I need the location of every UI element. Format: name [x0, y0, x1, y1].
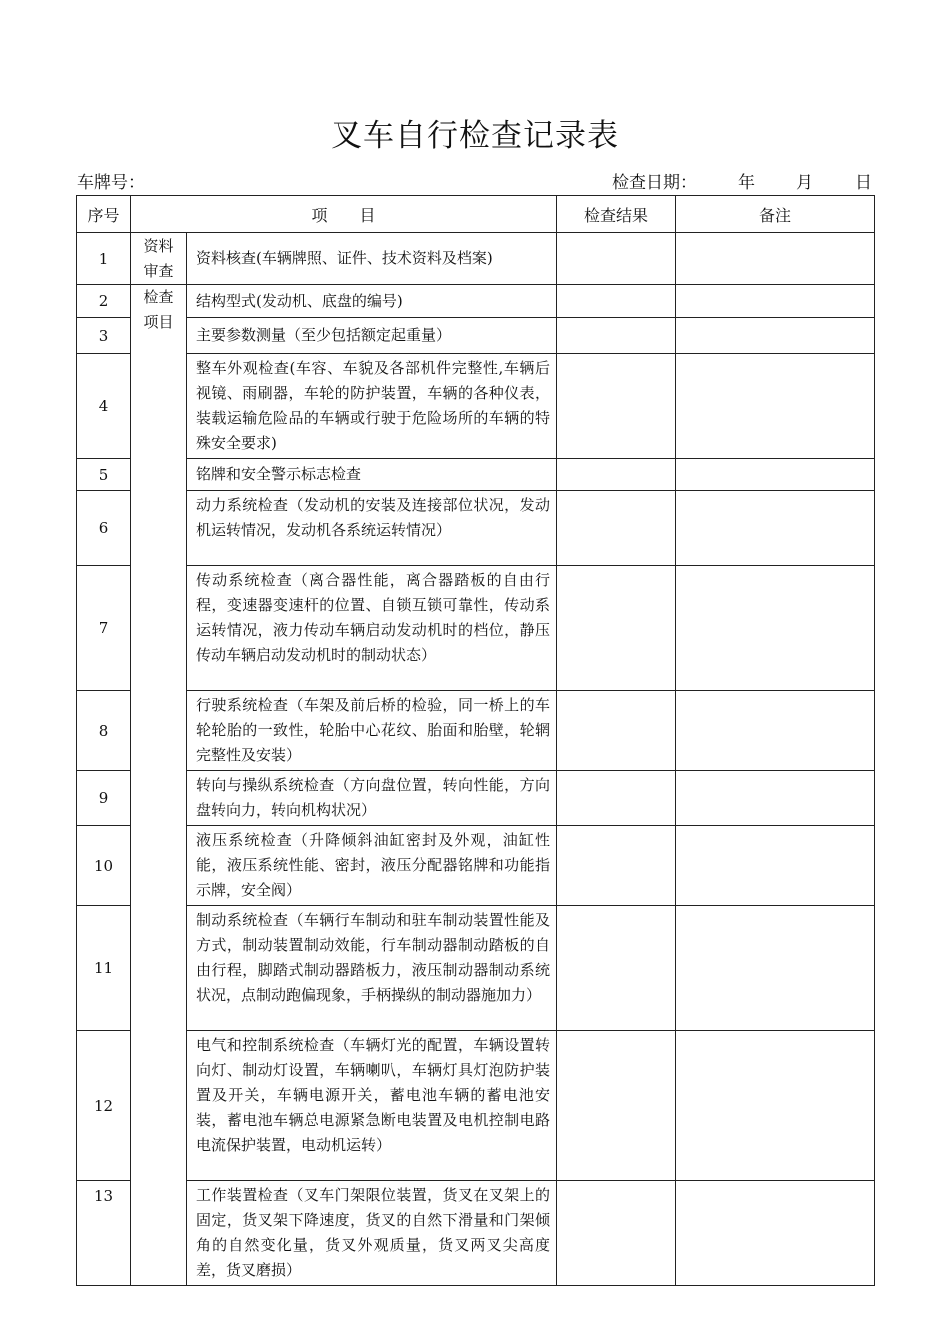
- result-cell[interactable]: [557, 771, 676, 826]
- table-row: [77, 771, 875, 826]
- row-item: 转向与操纵系统检查（方向盘位置，转向性能，方向盘转向力，转向机构状况）: [187, 771, 557, 826]
- row-seq: 2: [77, 285, 131, 318]
- row-seq: 5: [77, 459, 131, 491]
- page-title: 叉车自行检查记录表: [331, 118, 619, 154]
- table-row: [77, 459, 875, 491]
- row-item: 整车外观检查(车容、车貌及各部机件完整性,车辆后视镜、雨刷器，车轮的防护装置，车辆的各种仪表，装载运输危险品的车辆或行驶于危险场所的车辆的特殊安全要求): [187, 354, 557, 459]
- result-cell[interactable]: [557, 906, 676, 1031]
- inspection-table: [76, 195, 875, 1286]
- table-row: [77, 285, 875, 318]
- row-seq: 3: [77, 318, 131, 354]
- note-cell[interactable]: [676, 491, 875, 566]
- row-item: 液压系统检查（升降倾斜油缸密封及外观，油缸性能，液压系统性能、密封，液压分配器铭牌和功能指示牌，安全阀）: [187, 826, 557, 906]
- row-item: 传动系统检查（离合器性能，离合器踏板的自由行程，变速器变速杆的位置、自锁互锁可靠性，传动系运转情况，液力传动车辆启动发动机时的档位，静压传动车辆启动发动机时的制动状态）: [187, 566, 557, 691]
- note-cell[interactable]: [676, 1031, 875, 1181]
- table-row: [77, 1031, 875, 1181]
- header-result: 检查结果: [557, 196, 676, 233]
- header-seq: 序号: [77, 196, 131, 233]
- result-cell[interactable]: [557, 566, 676, 691]
- row-item: 工作装置检查（叉车门架限位装置，货叉在叉架上的固定，货叉架下降速度，货叉的自然下滑量和门架倾角的自然变化量，货叉外观质量，货叉两叉尖高度差，货叉磨损）: [187, 1181, 557, 1286]
- note-cell[interactable]: [676, 459, 875, 491]
- table-header-row: [77, 196, 875, 233]
- note-cell[interactable]: [676, 285, 875, 318]
- row-seq: 6: [77, 491, 131, 566]
- result-cell[interactable]: [557, 491, 676, 566]
- row-item: 动力系统检查（发动机的安装及连接部位状况，发动机运转情况，发动机各系统运转情况）: [187, 491, 557, 566]
- result-cell[interactable]: [557, 1031, 676, 1181]
- result-cell[interactable]: [557, 826, 676, 906]
- note-cell[interactable]: [676, 233, 875, 285]
- category-inspection: 检查项目: [131, 285, 187, 1286]
- row-seq: 10: [77, 826, 131, 906]
- result-cell[interactable]: [557, 285, 676, 318]
- table-row: [77, 491, 875, 566]
- row-seq: 12: [77, 1031, 131, 1181]
- row-seq: 4: [77, 354, 131, 459]
- date-month-label: 月: [796, 173, 813, 193]
- inspection-date-label: 检查日期：: [612, 173, 697, 193]
- result-cell[interactable]: [557, 1181, 676, 1286]
- table-row: [77, 233, 875, 285]
- result-cell[interactable]: [557, 354, 676, 459]
- table-row: [77, 318, 875, 354]
- table-row: [77, 691, 875, 771]
- note-cell[interactable]: [676, 1181, 875, 1286]
- row-seq: 8: [77, 691, 131, 771]
- result-cell[interactable]: [557, 233, 676, 285]
- row-item: 行驶系统检查（车架及前后桥的检验，同一桥上的车轮轮胎的一致性，轮胎中心花纹、胎面和胎壁，轮辋完整性及安装）: [187, 691, 557, 771]
- note-cell[interactable]: [676, 771, 875, 826]
- header-note: 备注: [676, 196, 875, 233]
- result-cell[interactable]: [557, 459, 676, 491]
- result-cell[interactable]: [557, 691, 676, 771]
- row-item: 制动系统检查（车辆行车制动和驻车制动装置性能及方式，制动装置制动效能，行车制动器制动踏板的自由行程，脚踏式制动器踏板力，液压制动器制动系统状况，点制动跑偏现象，手柄操纵的制动器施加力）: [187, 906, 557, 1031]
- table-row: [77, 1181, 875, 1286]
- note-cell[interactable]: [676, 354, 875, 459]
- table-row: [77, 354, 875, 459]
- row-item: 铭牌和安全警示标志检查: [187, 459, 557, 491]
- row-seq: 13: [77, 1181, 131, 1286]
- row-item: 结构型式(发动机、底盘的编号): [187, 285, 557, 318]
- table-row: [77, 566, 875, 691]
- note-cell[interactable]: [676, 906, 875, 1031]
- table-row: [77, 906, 875, 1031]
- plate-number-label: 车牌号：: [77, 173, 145, 193]
- date-day-label: 日: [855, 173, 872, 193]
- note-cell[interactable]: [676, 691, 875, 771]
- row-item: 资料核查(车辆牌照、证件、技术资料及档案): [187, 233, 557, 285]
- note-cell[interactable]: [676, 318, 875, 354]
- row-seq: 1: [77, 233, 131, 285]
- category-doc-review: 资料审查: [131, 233, 187, 285]
- row-item: 电气和控制系统检查（车辆灯光的配置，车辆设置转向灯、制动灯设置，车辆喇叭，车辆灯具灯泡防护装置及开关，车辆电源开关，蓄电池车辆的蓄电池安装，蓄电池车辆总电源紧急断电装置及电机控制电路电流保护装置，电动机运转）: [187, 1031, 557, 1181]
- row-seq: 9: [77, 771, 131, 826]
- result-cell[interactable]: [557, 318, 676, 354]
- note-cell[interactable]: [676, 566, 875, 691]
- table-row: [77, 826, 875, 906]
- header-item: 项 目: [131, 196, 557, 233]
- date-year-label: 年: [738, 173, 755, 193]
- note-cell[interactable]: [676, 826, 875, 906]
- row-item: 主要参数测量（至少包括额定起重量）: [187, 318, 557, 354]
- row-seq: 7: [77, 566, 131, 691]
- row-seq: 11: [77, 906, 131, 1031]
